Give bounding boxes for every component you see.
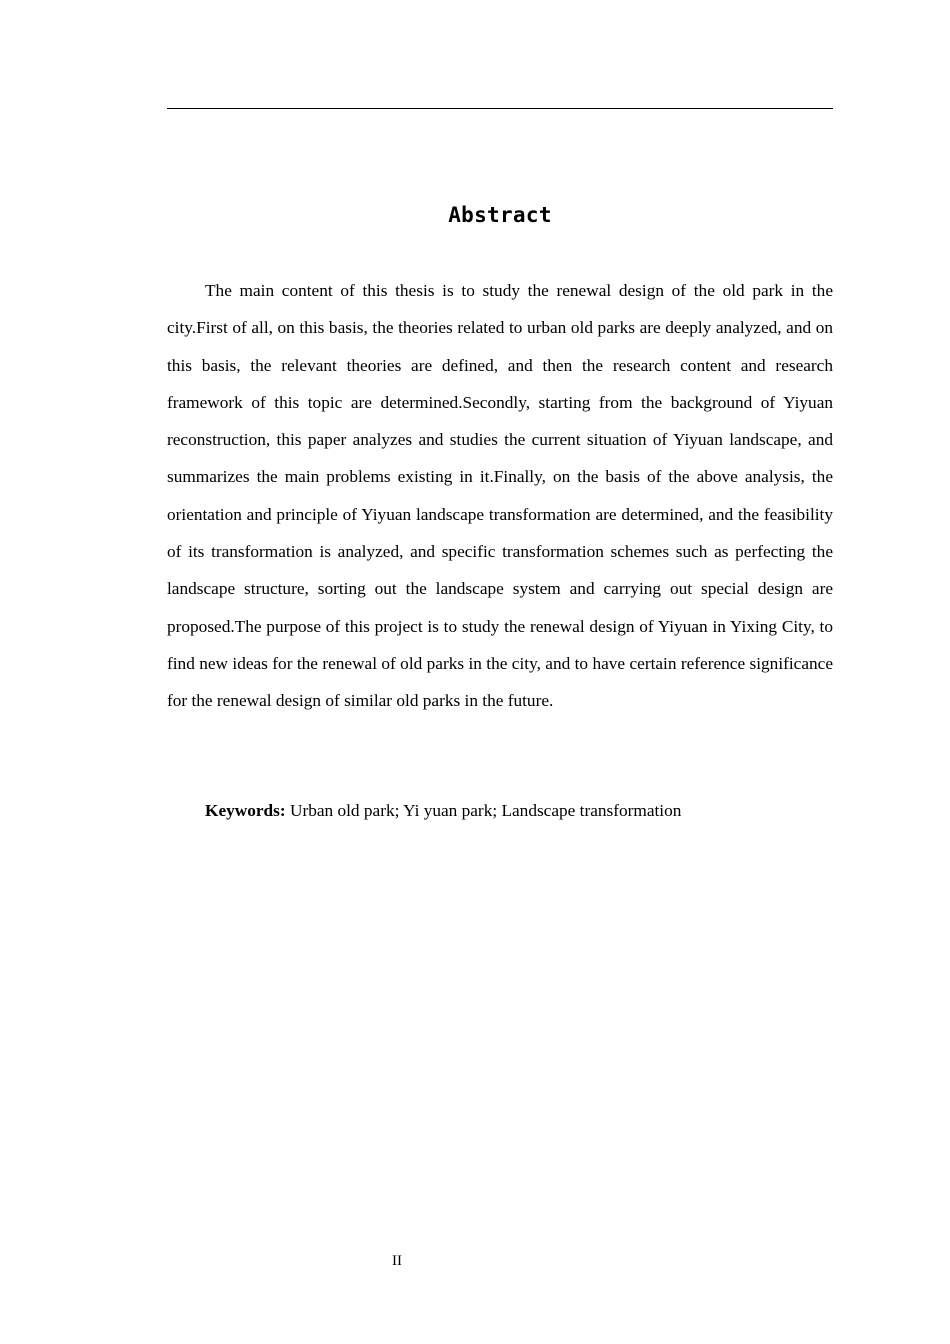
page-number: II <box>392 1253 402 1269</box>
keywords-label: Keywords: <box>205 801 286 820</box>
header-rule <box>167 108 833 109</box>
keywords-line <box>167 792 833 829</box>
keywords-list: Urban old park; Yi yuan park; Landscape transformation <box>289 801 682 820</box>
abstract-paragraph: The main content of this thesis is to study the renewal design of the old park in the city.First of all, on this basis, the theories related to urban old parks are deeply analyzed, and on this basis, the relevant theories are defined, and then the research content and research framework of this topic are determined.Secondly, starting from the background of Yiyuan reconstruction, this paper analyzes and studies the current situation of Yiyuan landscape, and summarizes the main problems existing in it.Finally, on the basis of the above analysis, the orientation and principle of Yiyuan landscape transformation are determined, and the feasibility of its transformation is analyzed, and specific transformation schemes such as perfecting the landscape structure, sorting out the landscape system and carrying out special design are proposed.The purpose of this project is to study the renewal design of Yiyuan in Yixing City, to find new ideas for the renewal of old parks in the city, and to have certain reference significance for the renewal design of similar old parks in the future. <box>167 281 833 711</box>
page-title: Abstract <box>448 203 552 227</box>
